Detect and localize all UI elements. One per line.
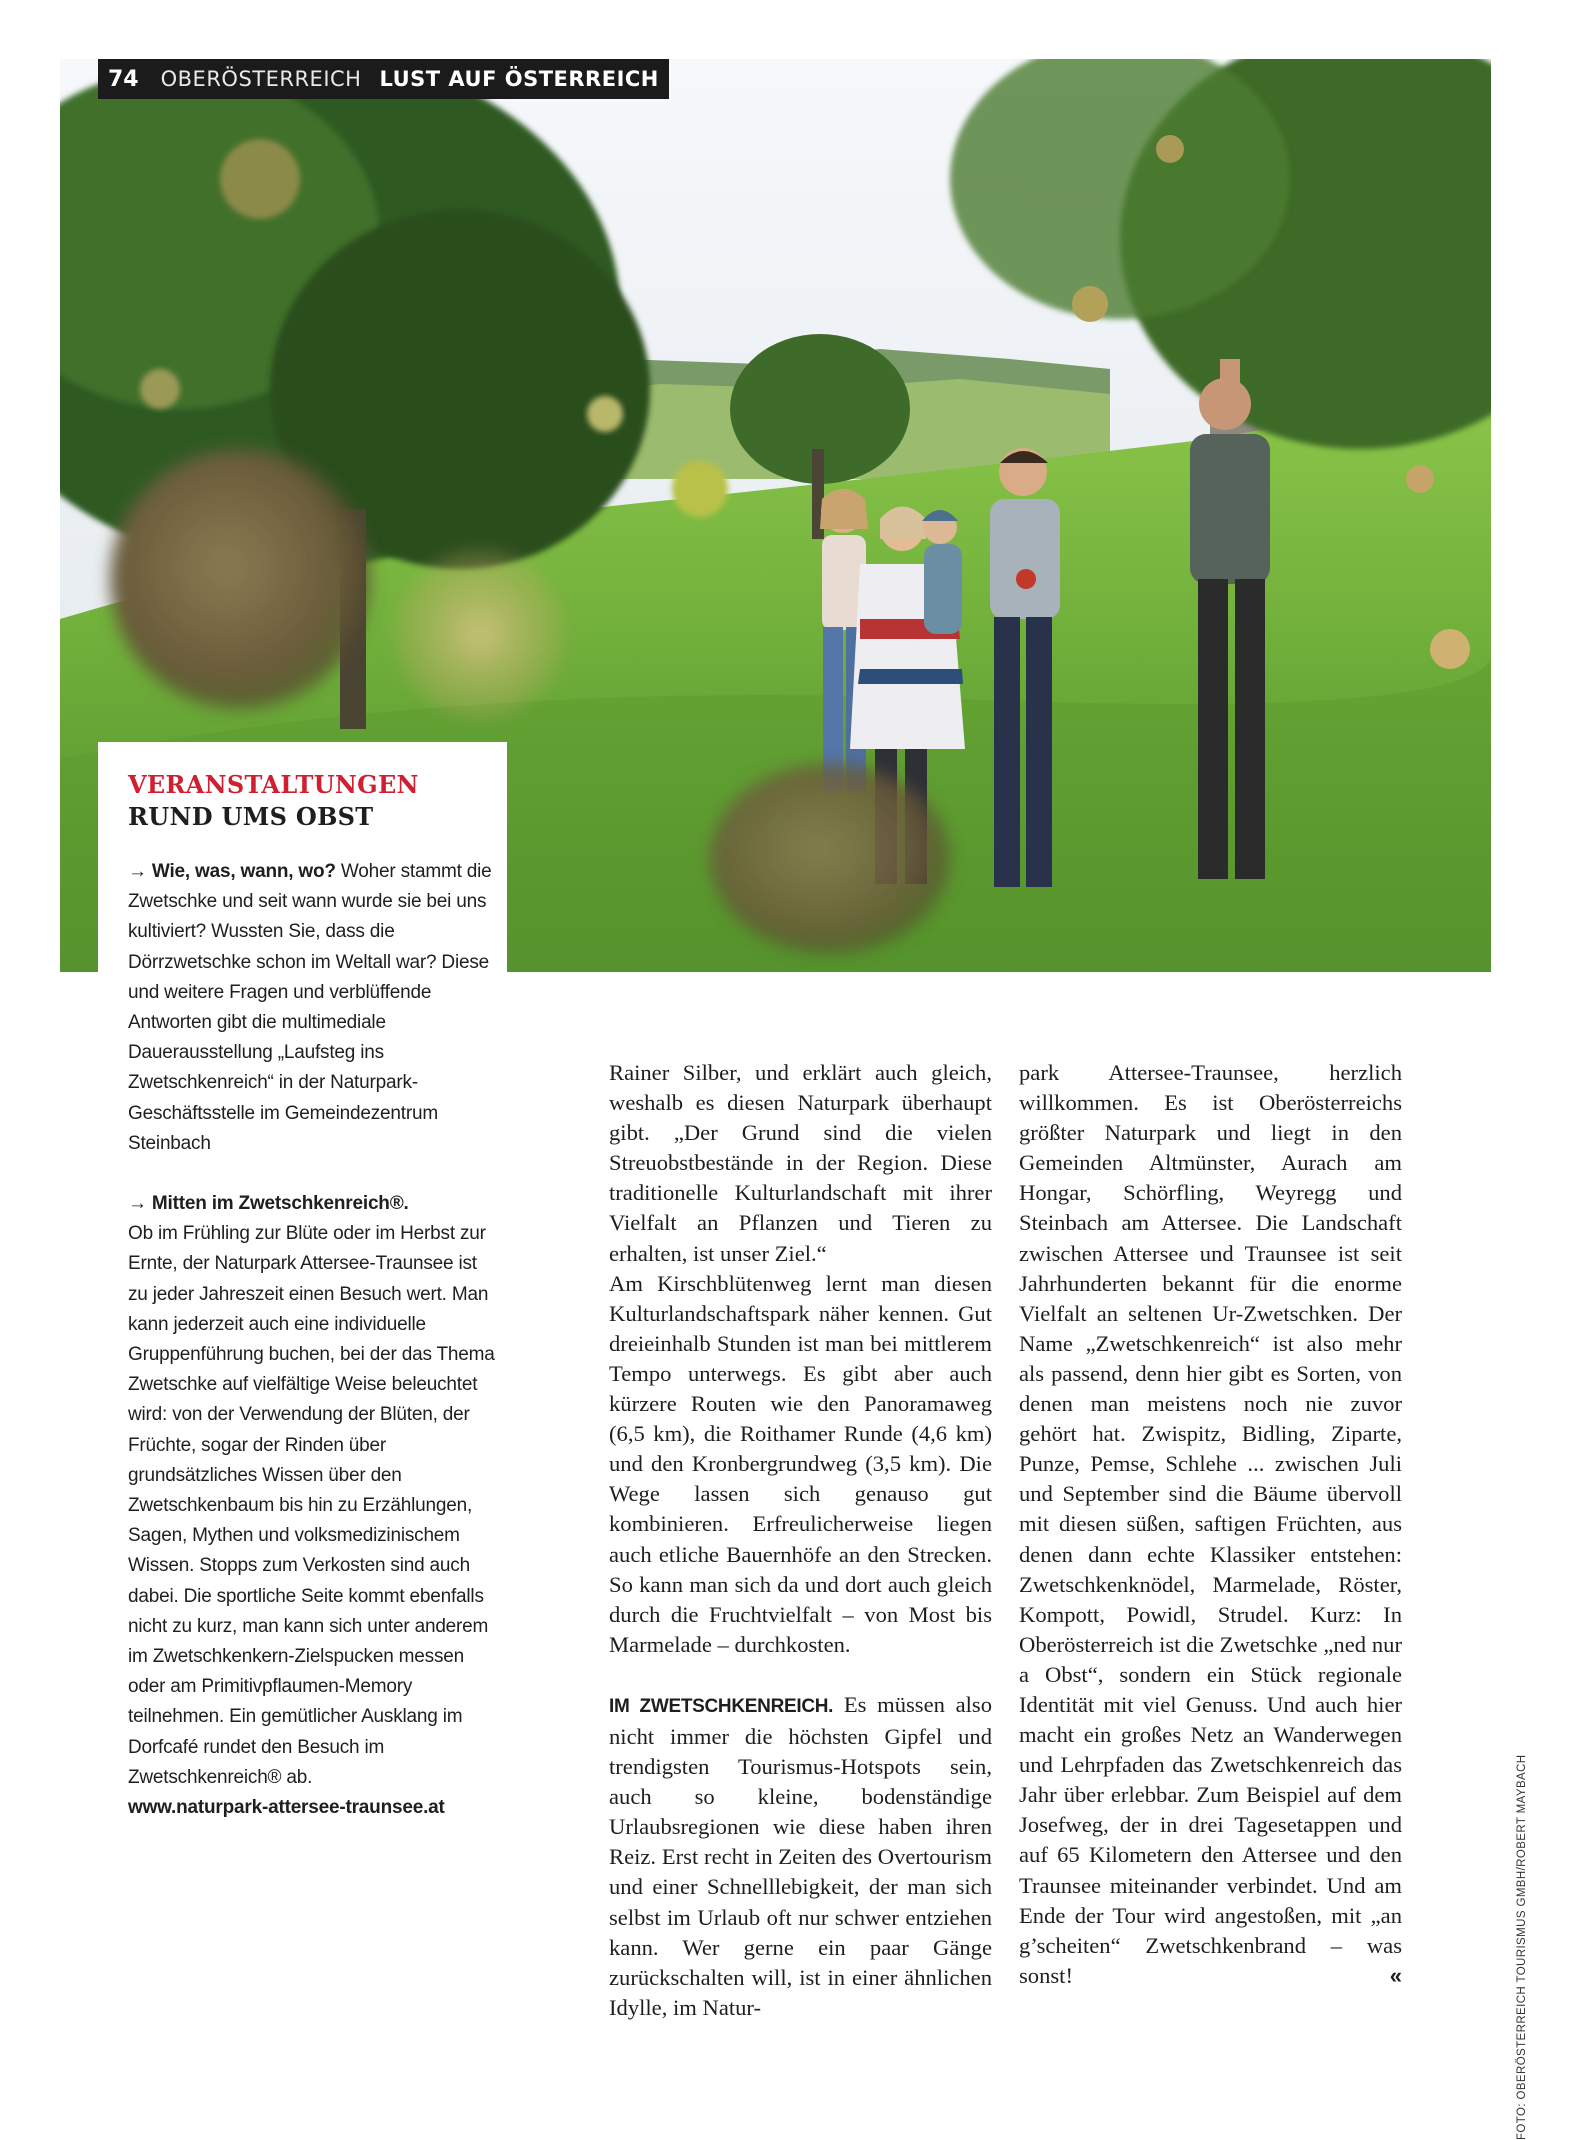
running-header [98,59,669,99]
section-label: OBERÖSTERREICH [161,67,362,91]
paragraph-text: Es müssen also nicht immer die höchsten Gipfel und trendigsten Tourismus-Hotspots sein, auch so kleine, bodenständige Urlaubsregionen wie diese haben ihren Reiz. Erst recht in Zeiten des Overtourism und einer Schnelllebigkeit, der man sich selbst im Urlaub oft nur schwer entziehen kann. Wer gerne ein paar Gänge zurückschalten will, ist in einer ähnlichen Idylle, im Natur- [609,1692,992,2020]
item-text: Ob im Frühling zur Blüte oder im Herbst zur Ernte, der Naturpark Attersee-Traunsee ist zu jeder Jahreszeit einen Besuch wert. Man kann jederzeit auch eine individuelle Gruppenführung buchen, bei der das Thema Zwetschke auf vielfältige Weise beleuchtet wird: von der Verwendung der Blüten, der Früchte, sogar der Rinden über grundsätzliches Wissen über den Zwetschkenbaum bis hin zu Erzählungen, Sagen, Mythen und volksmedizinischem Wissen. Stopps zum Verkosten sind auch dabei. Die sportliche Seite kommt ebenfalls nicht zu kurz, man kann sich unter anderem im Zwetschkenkern-Zielspucken messen oder am Primitivpflaumen-Memory teilnehmen. Ein gemütlicher Ausklang im Dorfcafé rundet den Besuch im Zwetschkenreich® ab. [128,1223,495,1788]
item-text: Woher stammt die Zwetschke und seit wann wurde sie bei uns kultiviert? Wussten Sie, dass die Dörrzwetschke schon im Weltall war? Diese und weitere Fragen und verblüffende Antworten gibt die multimediale Dauerausstellung „Laufsteg ins Zwetschkenreich“ in der Naturpark-Geschäftsstelle im Gemeindezentrum Steinbach [128,861,492,1154]
article-column-2 [609,1058,992,2023]
page-number: 74 [108,67,139,92]
item-lead: → Wie, was, wann, wo? [128,861,336,882]
sidebar-body [128,857,500,1823]
child-figure [922,510,962,634]
sidebar-item-exhibition [128,857,500,1159]
rubric-label: LUST AUF ÖSTERREICH [379,67,658,91]
end-mark: « [1390,1961,1402,1991]
website-link[interactable]: www.naturpark-attersee-traunsee.at [128,1797,445,1818]
paragraph: Rainer Silber, und erklärt auch gleich, weshalb es diesen Naturpark überhaupt gibt. „Der Grund sind die vielen Streuobstbestände in der Region. Diese traditionelle Kulturlandschaft mit ihrer Vielfalt an Pflanzen und Tieren zu erhalten, ist unser Ziel.“ [609,1058,992,1269]
item-lead: → Mitten im Zwetschkenreich®. [128,1193,409,1214]
subheading: IM ZWETSCHKENREICH. [609,1696,833,1717]
paragraph: Am Kirschblütenweg lernt man diesen Kulturlandschaftspark näher kennen. Gut dreieinhalb Stunden ist man bei mittlerem Tempo unterwegs. Es gibt aber auch kürzere Routen wie den Panoramaweg (6,5 km), die Roithamer Runde (4,6 km) und den Kronbergrundweg (3,5 km). Die Wege lassen sich genauso gut kombinieren. Erfreulicherweise liegen auch etliche Bauernhöfe an den Strecken. So kann man sich da und dort auch gleich durch die Fruchtvielfalt – von Most bis Marmelade – durchkosten. [609,1269,992,1660]
paragraph [1019,1058,1402,1991]
article-column-3 [1019,1058,1402,1991]
sidebar-title-line1: VERANSTALTUNGEN [128,770,419,799]
paragraph-text: park Attersee-Traunsee, herzlich willkommen. Es ist Oberösterreichs größter Naturpark und liegt in den Gemeinden Altmünster, Aurach am Hongar, Schörfling, Weyregg und Steinbach am Attersee. Die Landschaft zwischen Attersee und Traunsee ist seit Jahrhunderten bekannt für die enorme Vielfalt an seltenen Ur-Zwetschken. Der Name „Zwetschkenreich“ ist also mehr als passend, denn hier gibt es Sorten, von denen man meistens noch nie zuvor gehört hat. Zwispitz, Bidling, Ziparte, Punze, Pemse, Schlehe ... zwischen Juli und September sind die Bäume übervoll mit diesen süßen, saftigen Früchten, aus denen dann echte Klassiker entstehen: Zwetschkenknödel, Marmelade, Röster, Kompott, Powidl, Strudel. Kurz: In Oberösterreich ist die Zwetschke „ned nur a Obst“, sondern ein Stück regionale Identität mit viel Genuss. Und auch hier macht ein großes Netz an Wanderwegen und Lehrpfaden das Zwetschkenreich das Jahr über erlebbar. Zum Beispiel auf dem Josefweg, der in drei Tagesetappen und auf 65 Kilometern den Attersee und den Traunsee miteinander verbindet. Und am Ende der Tour wird angestoßen, mit „an g’scheiten“ Zwetschkenbrand – was sonst! [1019,1060,1402,1988]
photo-credit: FOTO: OBERÖSTERREICH TOURISMUS GMBH/ROBERT MAYBACH [1516,1755,1528,2140]
paragraph [609,1690,992,2023]
sidebar-item-tours [128,1189,500,1823]
sidebar-title-line2: RUND UMS OBST [128,802,373,831]
events-sidebar [98,742,507,1890]
